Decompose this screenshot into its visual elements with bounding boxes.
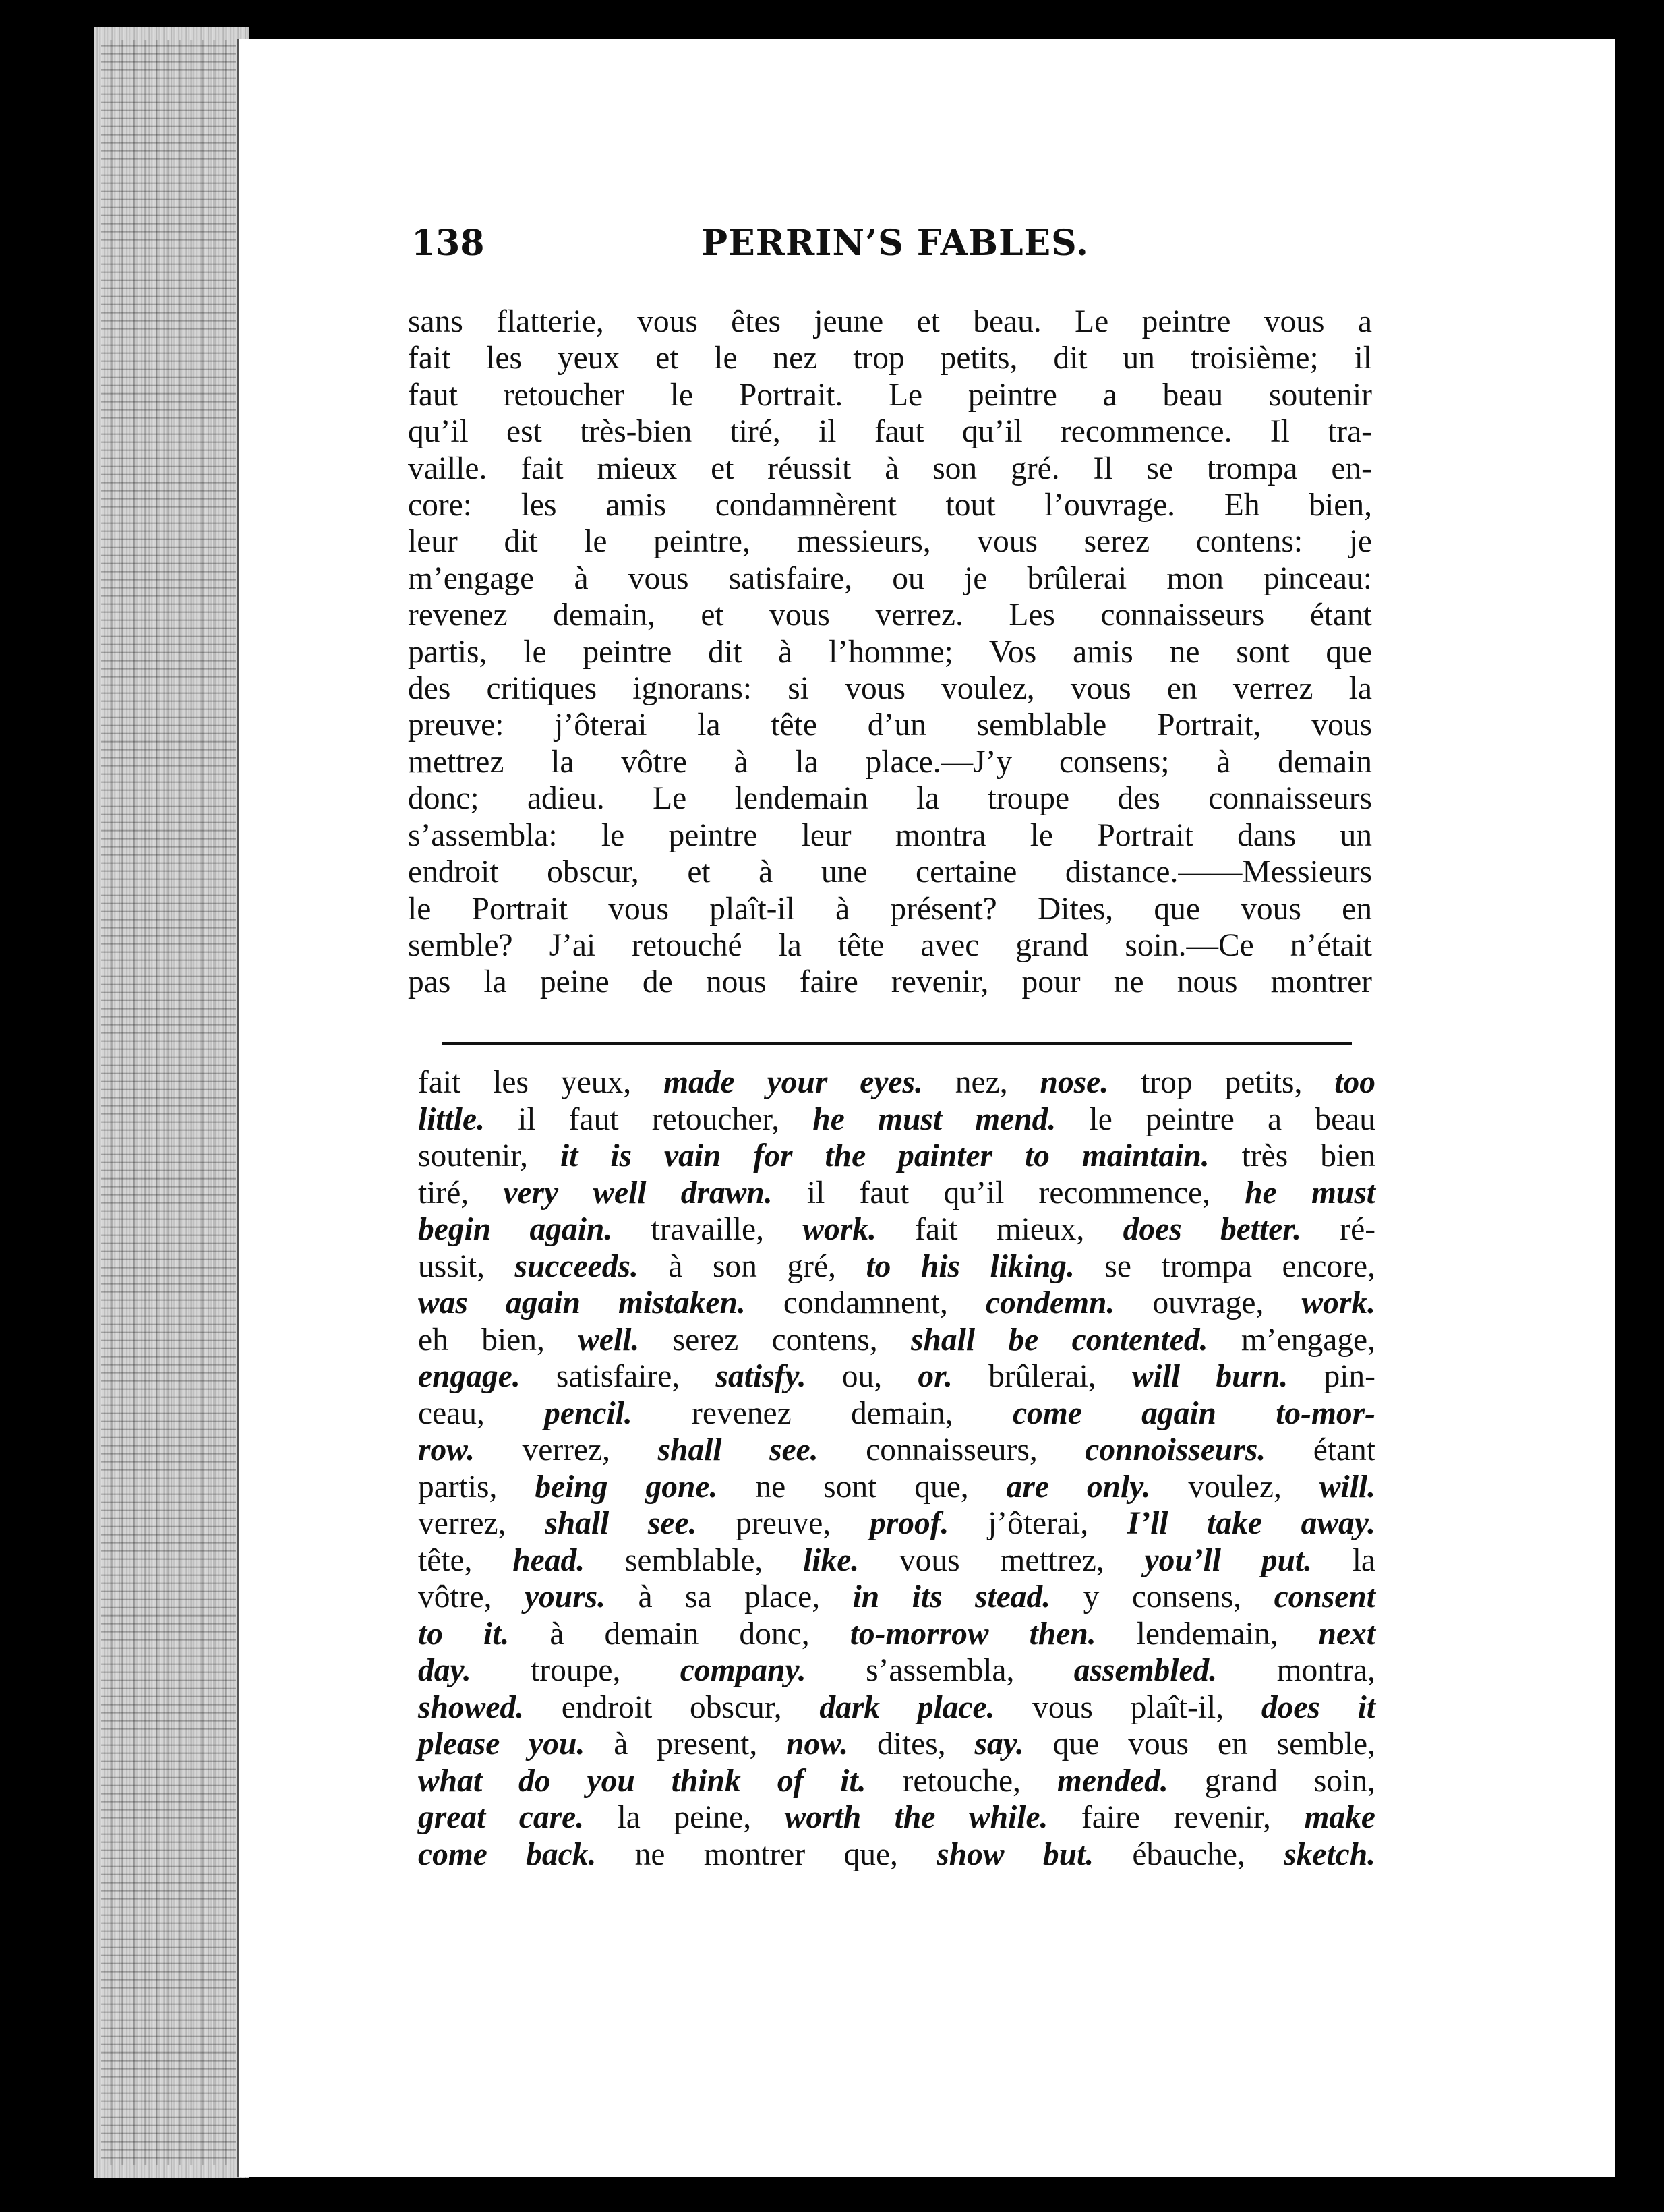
text-line: pas la peine de nous faire revenir, pour ne nous montrer bbox=[408, 964, 1372, 1000]
vocabulary-notes bbox=[418, 1064, 1375, 1873]
note-translation: assembled. bbox=[1073, 1653, 1218, 1688]
note-term: verrez, bbox=[475, 1432, 658, 1467]
note-term: fait les yeux, bbox=[418, 1065, 664, 1100]
note-line bbox=[418, 1542, 1375, 1579]
note-term: travaille, bbox=[612, 1212, 803, 1247]
note-term: condamnent, bbox=[745, 1285, 986, 1320]
note-term: la bbox=[1311, 1542, 1375, 1578]
note-translation: you’ll put. bbox=[1144, 1542, 1312, 1578]
note-line bbox=[418, 1726, 1375, 1763]
note-line bbox=[418, 1616, 1375, 1653]
note-term: grand soin, bbox=[1168, 1763, 1375, 1799]
note-line bbox=[418, 1836, 1375, 1873]
note-line bbox=[418, 1101, 1375, 1138]
note-line bbox=[418, 1432, 1375, 1469]
text-line: donc; adieu. Le lendemain la troupe des connaisseurs bbox=[408, 781, 1372, 817]
note-line bbox=[418, 1469, 1375, 1506]
note-term: ouvrage, bbox=[1115, 1285, 1302, 1320]
note-line bbox=[418, 1579, 1375, 1616]
note-term: le peintre a beau bbox=[1056, 1101, 1376, 1137]
note-line bbox=[418, 1505, 1375, 1542]
note-translation: or. bbox=[918, 1359, 953, 1394]
note-translation: begin again. bbox=[418, 1212, 613, 1247]
note-translation: made your eyes. bbox=[663, 1065, 923, 1100]
note-term: ussit, bbox=[418, 1248, 515, 1284]
note-term: serez contens, bbox=[639, 1322, 911, 1358]
note-term: ré- bbox=[1301, 1212, 1376, 1247]
note-term: tiré, bbox=[418, 1175, 504, 1211]
note-translation: company. bbox=[680, 1653, 806, 1688]
note-term: voulez, bbox=[1150, 1469, 1319, 1505]
text-line: vaille. fait mieux et réussit à son gré. Il se trompa en- bbox=[408, 450, 1372, 486]
note-translation: dark place. bbox=[819, 1689, 995, 1725]
note-term: il faut retoucher, bbox=[484, 1101, 813, 1137]
note-translation: work. bbox=[802, 1212, 876, 1247]
note-line bbox=[418, 1322, 1375, 1359]
note-translation: make bbox=[1304, 1800, 1375, 1835]
note-translation: was again mistaken. bbox=[418, 1285, 746, 1320]
note-term: soutenir, bbox=[418, 1138, 560, 1173]
note-translation: to his liking. bbox=[866, 1248, 1075, 1284]
note-translation: he must mend. bbox=[812, 1101, 1057, 1137]
note-translation: now. bbox=[786, 1726, 849, 1762]
note-translation: engage. bbox=[418, 1359, 521, 1394]
note-translation: does it bbox=[1261, 1689, 1375, 1725]
note-term: que vous en semble, bbox=[1023, 1726, 1376, 1762]
note-term: vôtre, bbox=[418, 1579, 525, 1614]
note-term: ébauche, bbox=[1094, 1836, 1284, 1872]
note-term: se trompa encore, bbox=[1074, 1248, 1375, 1284]
note-term: vous plaît-il, bbox=[994, 1689, 1261, 1725]
note-translation: great care. bbox=[418, 1800, 585, 1835]
text-line: mettrez la vôtre à la place.—J’y consens; à demain bbox=[408, 744, 1372, 780]
note-line bbox=[418, 1285, 1375, 1322]
note-term: brûlerai, bbox=[952, 1359, 1132, 1394]
text-line: preuve: j’ôterai la tête d’un semblable Portrait, vous bbox=[408, 707, 1372, 743]
note-term: dites, bbox=[848, 1726, 975, 1762]
note-line bbox=[418, 1763, 1375, 1800]
text-line: partis, le peintre dit à l’homme; Vos amis ne sont que bbox=[408, 634, 1372, 670]
text-line: revenez demain, et vous verrez. Les connaisseurs étant bbox=[408, 598, 1372, 633]
note-translation: being gone. bbox=[535, 1469, 718, 1505]
note-term: ou, bbox=[806, 1359, 918, 1394]
page-number: 138 bbox=[411, 223, 485, 264]
note-translation: mended. bbox=[1057, 1763, 1168, 1799]
note-line bbox=[418, 1652, 1375, 1689]
note-translation: does better. bbox=[1123, 1212, 1302, 1247]
note-term: semblable, bbox=[585, 1542, 804, 1578]
note-translation: condemn. bbox=[986, 1285, 1115, 1320]
note-term: pin- bbox=[1288, 1359, 1375, 1394]
note-line bbox=[418, 1138, 1375, 1175]
note-term: endroit obscur, bbox=[524, 1689, 820, 1725]
main-text bbox=[408, 303, 1372, 1001]
note-term: s’assembla, bbox=[806, 1653, 1074, 1688]
note-term: nez, bbox=[922, 1065, 1040, 1100]
note-translation: shall be contented. bbox=[910, 1322, 1208, 1358]
note-term: fait mieux, bbox=[876, 1212, 1123, 1247]
note-line bbox=[418, 1175, 1375, 1212]
text-line: semble? J’ai retouché la tête avec grand soin.—Ce n’était bbox=[408, 927, 1372, 963]
note-translation: row. bbox=[418, 1432, 475, 1467]
note-translation: I’ll take away. bbox=[1127, 1506, 1376, 1541]
text-line: endroit obscur, et à une certaine distance.——Messieurs bbox=[408, 854, 1372, 890]
note-term: ceau, bbox=[418, 1395, 545, 1431]
note-line bbox=[418, 1358, 1375, 1395]
note-translation: proof. bbox=[869, 1506, 949, 1541]
note-term: lendemain, bbox=[1096, 1616, 1319, 1652]
note-term: m’engage, bbox=[1208, 1322, 1375, 1358]
note-line bbox=[418, 1064, 1375, 1101]
note-term: faire revenir, bbox=[1048, 1800, 1305, 1835]
text-line: core: les amis condamnèrent tout l’ouvrage. Eh bien, bbox=[408, 488, 1372, 523]
note-term: y consens, bbox=[1050, 1579, 1274, 1614]
note-term: à demain donc, bbox=[509, 1616, 850, 1652]
note-term: à son gré, bbox=[638, 1248, 866, 1284]
note-translation: are only. bbox=[1006, 1469, 1151, 1505]
note-translation: succeeds. bbox=[514, 1248, 638, 1284]
note-line bbox=[418, 1799, 1375, 1836]
note-translation: come back. bbox=[418, 1836, 597, 1872]
note-line bbox=[418, 1395, 1375, 1432]
text-line: sans flatterie, vous êtes jeune et beau. Le peintre vous a bbox=[408, 304, 1372, 339]
note-translation: head. bbox=[512, 1542, 585, 1578]
divider-rule bbox=[442, 1042, 1352, 1045]
note-line bbox=[418, 1248, 1375, 1285]
note-term: troupe, bbox=[471, 1653, 680, 1688]
note-term: étant bbox=[1266, 1432, 1376, 1467]
text-line: qu’il est très-bien tiré, il faut qu’il recommence. Il tra- bbox=[408, 414, 1372, 450]
note-translation: satisfy. bbox=[715, 1359, 806, 1394]
note-translation: showed. bbox=[418, 1689, 525, 1725]
note-translation: say. bbox=[974, 1726, 1024, 1762]
note-translation: will burn. bbox=[1131, 1359, 1288, 1394]
note-translation: please you. bbox=[418, 1726, 585, 1762]
note-translation: to it. bbox=[418, 1616, 510, 1652]
note-term: ne sont que, bbox=[717, 1469, 1007, 1505]
note-translation: too bbox=[1334, 1065, 1375, 1100]
gutter-texture bbox=[101, 40, 236, 2165]
note-translation: little. bbox=[418, 1101, 485, 1137]
running-head: PERRIN’S FABLES. bbox=[701, 223, 1089, 264]
note-translation: like. bbox=[803, 1542, 860, 1578]
note-translation: shall see. bbox=[657, 1432, 819, 1467]
note-term: il faut qu’il recommence, bbox=[772, 1175, 1245, 1211]
note-term: à present, bbox=[585, 1726, 787, 1762]
text-line: faut retoucher le Portrait. Le peintre a beau soutenir bbox=[408, 377, 1372, 413]
text-line: le Portrait vous plaît-il à présent? Dites, que vous en bbox=[408, 891, 1372, 927]
note-translation: work. bbox=[1301, 1285, 1375, 1320]
note-translation: to-morrow then. bbox=[850, 1616, 1096, 1652]
note-term: tête, bbox=[418, 1542, 513, 1578]
note-translation: very well drawn. bbox=[503, 1175, 773, 1211]
note-term: montra, bbox=[1217, 1653, 1375, 1688]
note-term: à sa place, bbox=[605, 1579, 853, 1614]
note-translation: he must bbox=[1245, 1175, 1375, 1211]
note-translation: well. bbox=[578, 1322, 640, 1358]
note-term: revenez demain, bbox=[632, 1395, 1013, 1431]
note-term: trop petits, bbox=[1108, 1065, 1335, 1100]
note-translation: connoisseurs. bbox=[1085, 1432, 1266, 1467]
note-translation: next bbox=[1318, 1616, 1375, 1652]
note-term: j’ôterai, bbox=[949, 1506, 1127, 1541]
note-term: satisfaire, bbox=[520, 1359, 716, 1394]
note-line bbox=[418, 1211, 1375, 1248]
text-line: fait les yeux et le nez trop petits, dit un troisième; il bbox=[408, 341, 1372, 376]
note-term: connaisseurs, bbox=[818, 1432, 1086, 1467]
note-translation: what do you think of it. bbox=[418, 1763, 866, 1799]
note-translation: worth the while. bbox=[784, 1800, 1048, 1835]
note-translation: consent bbox=[1274, 1579, 1375, 1614]
text-line: des critiques ignorans: si vous voulez, vous en verrez la bbox=[408, 671, 1372, 707]
note-term: verrez, bbox=[418, 1506, 545, 1541]
note-term: très bien bbox=[1209, 1138, 1375, 1173]
note-term: eh bien, bbox=[418, 1322, 578, 1358]
note-translation: day. bbox=[418, 1653, 471, 1688]
note-term: ne montrer que, bbox=[596, 1836, 937, 1872]
note-line bbox=[418, 1689, 1375, 1726]
note-term: partis, bbox=[418, 1469, 535, 1505]
note-translation: come again to-mor- bbox=[1012, 1395, 1375, 1431]
page-header bbox=[411, 223, 1092, 283]
note-translation: show but. bbox=[937, 1836, 1094, 1872]
text-line: s’assembla: le peintre leur montra le Portrait dans un bbox=[408, 817, 1372, 853]
text-line: m’engage à vous satisfaire, ou je brûlerai mon pinceau: bbox=[408, 560, 1372, 596]
note-term: vous mettrez, bbox=[859, 1542, 1145, 1578]
note-translation: shall see. bbox=[545, 1506, 697, 1541]
text-line: leur dit le peintre, messieurs, vous serez contens: je bbox=[408, 524, 1372, 560]
note-translation: will. bbox=[1319, 1469, 1375, 1505]
note-translation: sketch. bbox=[1284, 1836, 1376, 1872]
note-translation: it is vain for the painter to maintain. bbox=[560, 1138, 1210, 1173]
note-translation: yours. bbox=[524, 1579, 606, 1614]
note-translation: pencil. bbox=[544, 1395, 632, 1431]
note-term: la peine, bbox=[584, 1800, 785, 1835]
note-translation: nose. bbox=[1040, 1065, 1109, 1100]
note-term: preuve, bbox=[696, 1506, 870, 1541]
note-translation: in its stead. bbox=[852, 1579, 1051, 1614]
note-term: retouche, bbox=[866, 1763, 1057, 1799]
